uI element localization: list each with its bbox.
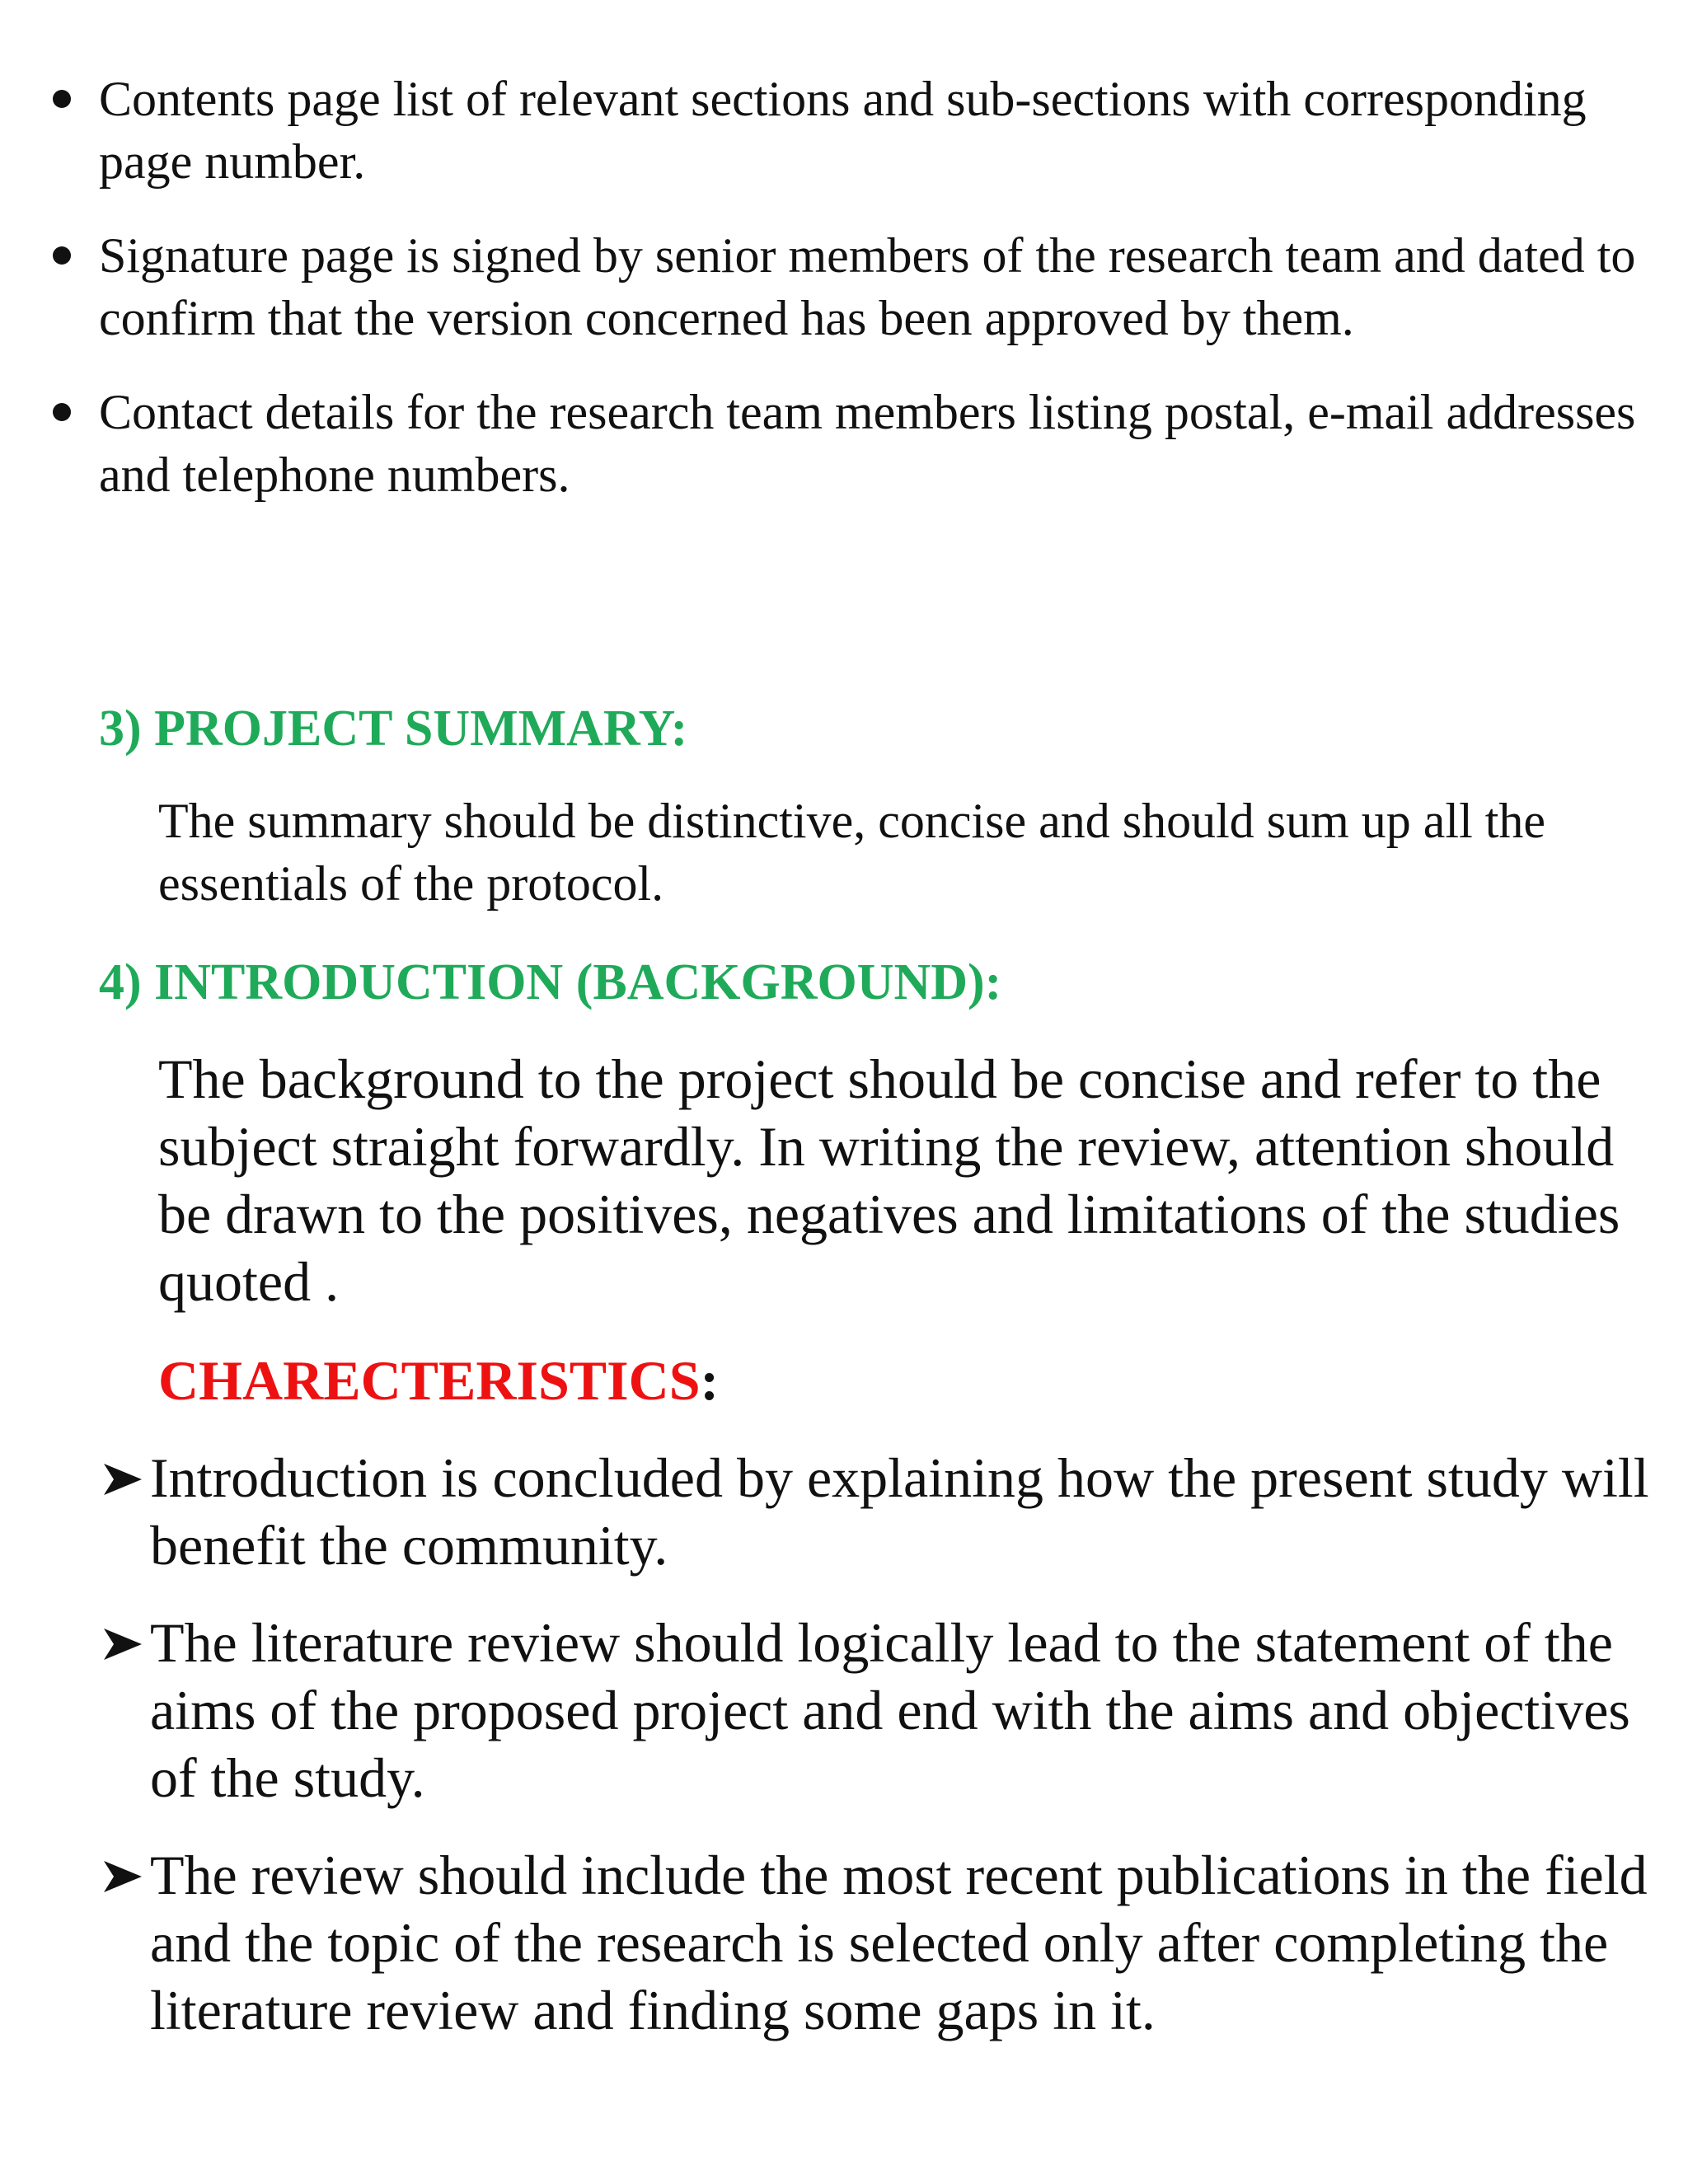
- bullet-text: Signature page is signed by senior members of the research team and dated to confirm that the version concerned has been approved by them.: [99, 228, 1636, 345]
- arrowhead-bullet-icon: [102, 1859, 143, 1894]
- list-item: [49, 224, 1640, 349]
- bullet-text: Contents page list of relevant sections and sub-sections with corresponding page number.: [99, 72, 1587, 189]
- bullet-icon: [53, 246, 71, 265]
- list-item: [49, 381, 1640, 506]
- characteristics-heading-text: CHARECTERISTICS: [158, 1349, 701, 1412]
- section-heading-project-summary: 3) PROJECT SUMMARY:: [99, 701, 688, 757]
- bullet-text: Contact details for the research team members listing postal, e-mail addresses and telephone numbers.: [99, 385, 1636, 502]
- front-matter-bullet-list: [49, 68, 1640, 537]
- introduction-paragraph: The background to the project should be concise and refer to the subject straight forwardly. In writing the review, attention should be drawn to the positives, negatives and limitations of the studies quoted .: [158, 1047, 1620, 1313]
- list-item: [102, 1444, 1652, 1579]
- list-item: [102, 1609, 1652, 1811]
- section-heading-introduction: 4) INTRODUCTION (BACKGROUND):: [99, 954, 1002, 1010]
- bullet-icon: [53, 90, 71, 108]
- list-item: [49, 68, 1640, 193]
- list-item: [102, 1841, 1652, 2044]
- characteristic-text: The review should include the most recent publications in the field and the topic of the research is selected only after completing the literature review and finding some gaps in it.: [150, 1844, 1648, 2041]
- characteristic-text: Introduction is concluded by explaining how the present study will benefit the community.: [150, 1446, 1649, 1577]
- arrowhead-bullet-icon: [102, 1462, 143, 1497]
- characteristics-heading-colon: :: [700, 1349, 720, 1412]
- project-summary-paragraph: The summary should be distinctive, concise and should sum up all the essentials of the protocol.: [158, 794, 1546, 911]
- bullet-icon: [53, 403, 71, 421]
- arrowhead-bullet-icon: [102, 1627, 143, 1661]
- characteristics-heading: [158, 1347, 719, 1414]
- characteristics-list: [102, 1444, 1652, 2074]
- characteristic-text: The literature review should logically lead to the statement of the aims of the proposed project and end with the aims and objectives of the study.: [150, 1611, 1630, 1809]
